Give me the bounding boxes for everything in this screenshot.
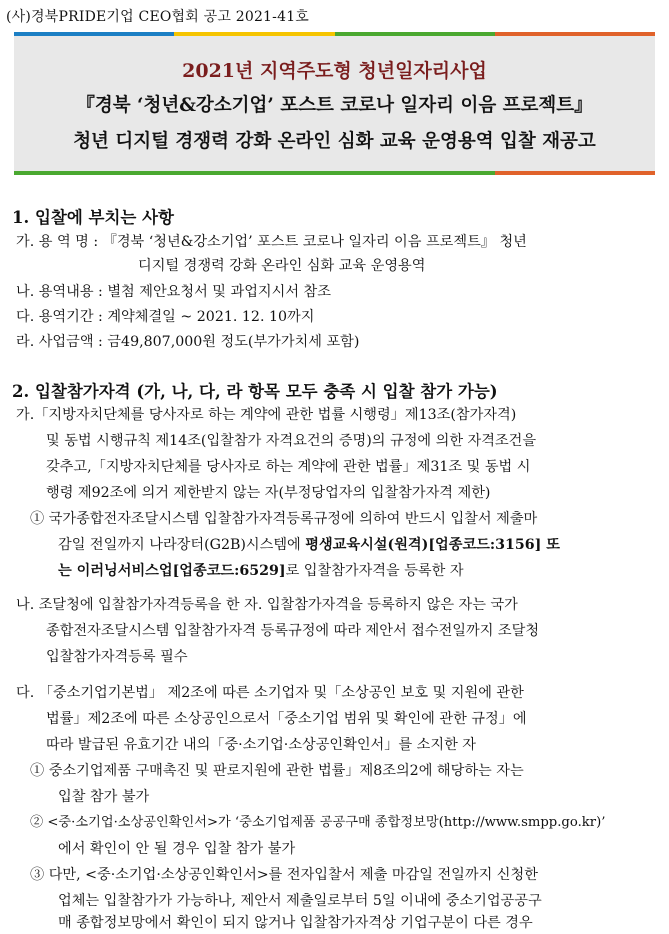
da-line: 법률」제2조에 따른 소상공인으로서「중소기업 범위 및 확인에 관한 규정」에 — [46, 711, 527, 727]
item-service-content: 나. 용역내용 : 별첨 제안요청서 및 과업지시서 참조 — [16, 284, 331, 300]
da-1-line: 입찰 참가 불가 — [58, 789, 150, 805]
da-3-line: 매 종합정보망에서 확인이 되지 않거나 입찰참가자격상 기업구분이 다른 경우 — [58, 915, 533, 931]
ga-1-line: ① 국가종합전자조달시스템 입찰참가자격등록규정에 의하여 반드시 입찰서 제출마 — [30, 511, 538, 527]
ga-line: 및 동법 시행규칙 제14조(입찰참가 자격요건의 증명)의 규정에 의한 자격조건을 — [46, 433, 537, 449]
na-line: 나. 조달청에 입찰참가자격등록을 한 자. 입찰참가자격을 등록하지 않은 자는 국가 — [16, 597, 518, 613]
da-line: 다. 「중소기업기본법」 제2조에 따른 소기업자 및「소상공인 보호 및 지원에 관한 — [16, 685, 524, 701]
ga-1-text: 감일 전일까지 나라장터(G2B)시스템에 — [58, 537, 301, 553]
ga-line: 가.「지방자치단체를 당사자로 하는 계약에 관한 법률 시행령」제13조(참가자격) — [16, 407, 517, 423]
title-line-1: 2021년 지역주도형 청년일자리사업 — [182, 60, 487, 82]
ga-1-tail: 로 입찰참가자격을 등록한 자 — [285, 563, 464, 579]
ga-1-bold-code: 평생교육시설(원격)[업종코드:3156] 또 — [305, 537, 560, 553]
bottom-color-bar — [14, 171, 655, 175]
item-budget: 라. 사업금액 : 금49,807,000원 정도(부가가치세 포함) — [16, 334, 360, 350]
ga-1-line — [58, 561, 464, 581]
da-1-line: ① 중소기업제품 구매촉진 및 판로지원에 관한 법률」제8조의2에 해당하는 자는 — [30, 763, 524, 779]
ga-1-line — [58, 535, 560, 555]
title-line-3: 청년 디지털 경쟁력 강화 온라인 심화 교육 운영용역 입찰 재공고 — [73, 131, 596, 152]
item-service-name: 가. 용 역 명 : 『경북 ‘청년&강소기업’ 포스트 코로나 일자리 이음 프로젝트』 청년 — [16, 234, 527, 250]
da-3-line: 업체는 입찰참가가 가능하나, 제안서 제출일로부터 5일 이내에 중소기업공공구 — [58, 893, 542, 909]
ga-line: 행령 제92조에 의거 제한받지 않는 자(부정당업자의 입찰참가자격 제한) — [46, 485, 491, 501]
title-line-2: 『경북 ‘청년&강소기업’ 포스트 코로나 일자리 이음 프로젝트』 — [76, 95, 593, 116]
da-2-line: 에서 확인이 안 될 경우 입찰 참가 불가 — [58, 841, 296, 857]
na-line: 종합전자조달시스템 입찰참가자격 등록규정에 따라 제안서 접수전일까지 조달청 — [46, 623, 540, 639]
item-service-name-cont: 디지털 경쟁력 강화 온라인 심화 교육 운영용역 — [138, 258, 426, 274]
notice-id: (사)경북PRIDE기업 CEO협회 공고 2021-41호 — [6, 9, 310, 25]
na-line: 입찰참가자격등록 필수 — [46, 649, 188, 665]
item-service-period: 다. 용역기간 : 계약체결일 ~ 2021. 12. 10까지 — [16, 309, 315, 325]
da-2-line: ② <중·소기업·소상공인확인서>가 ‘중소기업제품 공공구매 종합정보망(http://www.smpp.go.kr)’ — [30, 815, 606, 830]
ga-1-bold-code: 는 이러닝서비스업[업종코드:6529] — [58, 563, 286, 579]
ga-line: 갖추고,「지방자치단체를 당사자로 하는 계약에 관한 법률」제31조 및 동법 시 — [46, 459, 531, 475]
section-1-heading: 1. 입찰에 부치는 사항 — [12, 208, 174, 227]
section-2-heading: 2. 입찰참가자격 (가, 나, 다, 라 항목 모두 충족 시 입찰 참가 가능) — [12, 382, 498, 401]
da-line: 따라 발급된 유효기간 내의「중·소기업·소상공인확인서」를 소지한 자 — [46, 737, 476, 753]
green-segment — [14, 171, 495, 175]
title-box — [14, 36, 655, 171]
da-3-line: ③ 다만, <중·소기업·소상공인확인서>를 전자입찰서 제출 마감일 전일까지 신청한 — [30, 867, 538, 883]
orange-segment — [495, 171, 655, 175]
